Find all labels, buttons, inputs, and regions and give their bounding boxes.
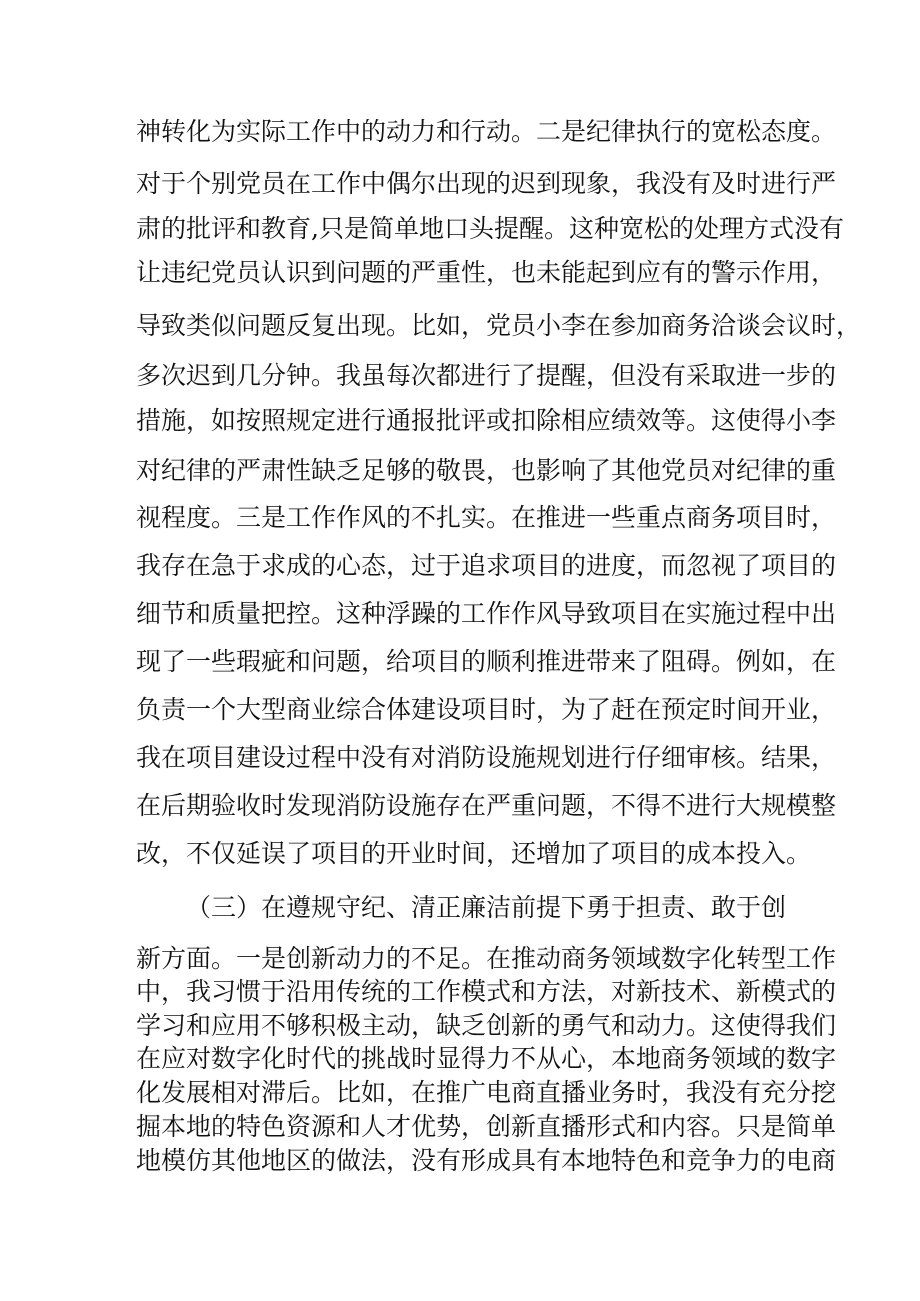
text-line: 肃的批评和教育,只是简单地口头提醒。这种宽松的处理方式没有 <box>136 214 844 243</box>
text-line: 改，不仅延误了项目的开业时间，还增加了项目的成本投入。 <box>136 839 812 868</box>
text-line: 让违纪党员认识到问题的严重性，也未能起到应有的警示作用， <box>136 258 837 287</box>
text-line: 化发展相对滞后。比如，在推广电商直播业务时，我没有充分挖 <box>136 1078 837 1107</box>
section-heading: （三）在遵规守纪、清正廉洁前提下勇于担责、敢于创 <box>186 893 787 922</box>
text-line: 掘本地的特色资源和人才优势，创新直播形式和内容。只是简单 <box>136 1112 837 1141</box>
text-line: 新方面。一是创新动力的不足。在推动商务领域数字化转型工作 <box>136 944 837 973</box>
text-line: 学习和应用不够积极主动，缺乏创新的勇气和动力。这使得我们 <box>136 1011 837 1040</box>
text-line: 我存在急于求成的心态，过于追求项目的进度，而忽视了项目的 <box>136 551 837 580</box>
text-line: 导致类似问题反复出现。比如，党员小李在参加商务洽谈会议时， <box>136 311 862 340</box>
text-line: 措施，如按照规定进行通报批评或扣除相应绩效等。这使得小李 <box>136 406 837 435</box>
text-line: 我在项目建设过程中没有对消防设施规划进行仔细审核。结果， <box>136 743 837 772</box>
text-line: 中，我习惯于沿用传统的工作模式和方法，对新技术、新模式的 <box>136 977 837 1006</box>
text-line: 负责一个大型商业综合体建设项目时，为了赶在预定时间开业， <box>136 695 837 724</box>
text-line: 多次迟到几分钟。我虽每次都进行了提醒，但没有采取进一步的 <box>136 361 837 390</box>
text-line: 对纪律的严肃性缺乏足够的敬畏，也影响了其他党员对纪律的重 <box>136 456 837 485</box>
text-line: 在后期验收时发现消防设施存在严重问题，不得不进行大规模整 <box>136 791 837 820</box>
text-line: 在应对数字化时代的挑战时显得力不从心，本地商务领域的数字 <box>136 1044 837 1073</box>
text-line: 视程度。三是工作作风的不扎实。在推进一些重点商务项目时， <box>136 503 837 532</box>
text-line: 神转化为实际工作中的动力和行动。二是纪律执行的宽松态度。 <box>136 117 837 146</box>
text-line: 地模仿其他地区的做法，没有形成具有本地特色和竞争力的电商 <box>136 1146 837 1175</box>
text-line: 细节和质量把控。这种浮躁的工作作风导致项目在实施过程中出 <box>136 599 837 628</box>
text-line: 对于个别党员在工作中偶尔出现的迟到现象，我没有及时进行严 <box>136 169 837 198</box>
text-line: 现了一些瑕疵和问题，给项目的顺利推进带来了阻碍。例如，在 <box>136 647 837 676</box>
